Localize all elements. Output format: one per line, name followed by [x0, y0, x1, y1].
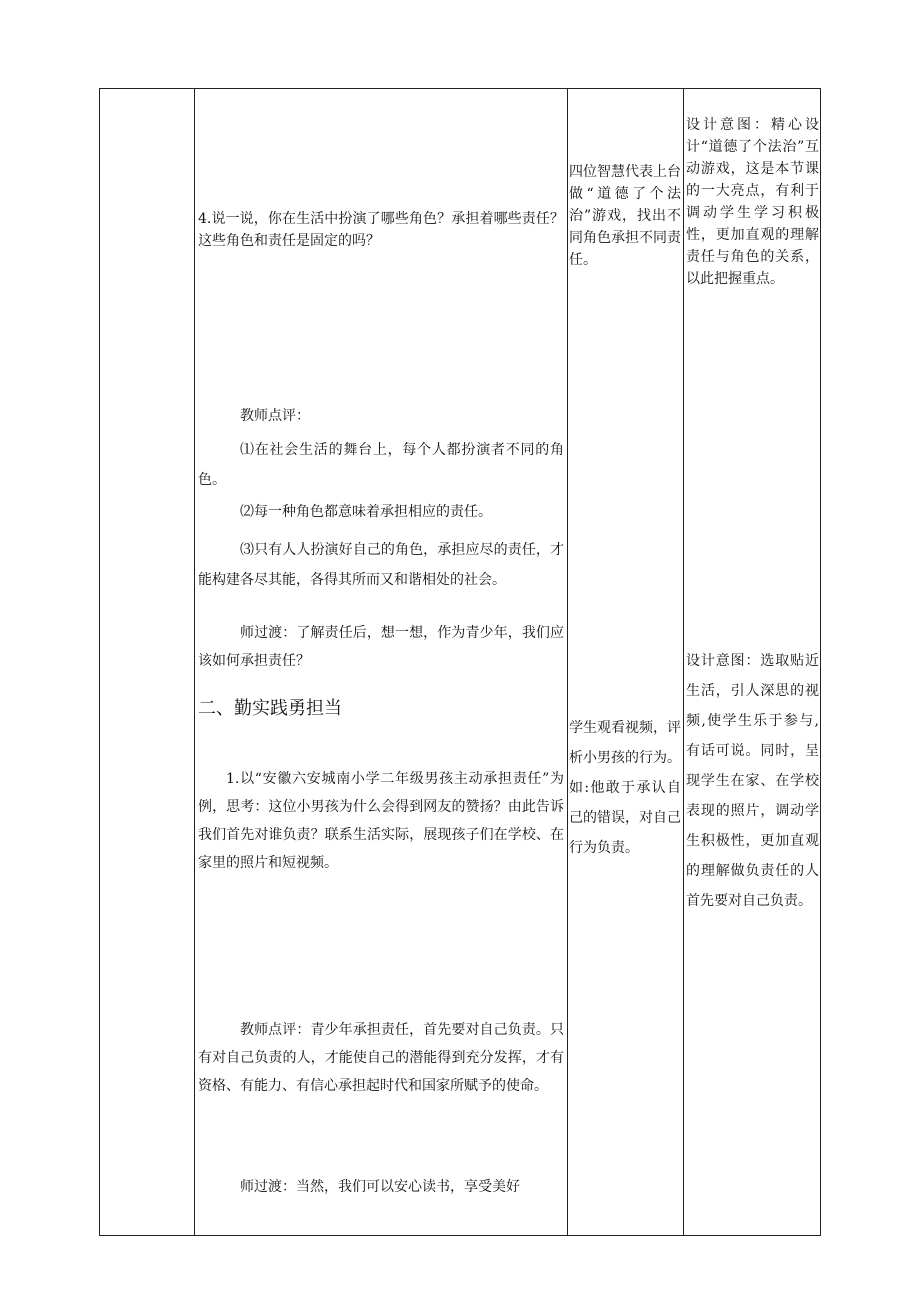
teacher-comment-1-point-1: ⑴在社会生活的舞台上，每个人都扮演者不同的角色。 — [198, 442, 564, 488]
column-divider-1 — [194, 88, 195, 1236]
student-activity-1-text: 四位智慧代表上台做“道德了个法治”游戏，找出不同角色承担不同责任。 — [569, 164, 681, 268]
design-intent-1-text: 设计意图：精心设计“道德了个法治”互动游戏，这是本节课的一大亮点，有利于调动学生学习积极性，更加直观的理解责任与角色的关系，以此把握重点。 — [686, 117, 819, 287]
section-2 — [198, 696, 564, 722]
student-activity-1 — [569, 161, 681, 271]
teacher-comment-2 — [198, 1016, 564, 1100]
student-activity-2-text: 学生观看视频，评析小男孩的行为。如:他敢于承认自己的错误，对自己行为负责。 — [569, 720, 681, 856]
design-intent-2 — [686, 646, 819, 916]
column-divider-2 — [567, 88, 568, 1236]
column-divider-3 — [683, 88, 684, 1236]
teacher-transition-2 — [198, 1176, 564, 1198]
question-1 — [198, 765, 564, 877]
teacher-transition-2-text: 师过渡：当然，我们可以安心读书，享受美好 — [240, 1179, 520, 1195]
teacher-transition-1-text: 师过渡：了解责任后，想一想，作为青少年，我们应该如何承担责任？ — [198, 625, 564, 669]
teacher-comment-1-title: 教师点评： — [240, 408, 310, 424]
question-4 — [198, 208, 564, 252]
teacher-transition-1 — [198, 619, 564, 675]
question-4-text: 4.说一说，你在生活中扮演了哪些角色？承担着哪些责任？这些角色和责任是固定的吗？ — [198, 211, 564, 249]
teacher-comment-1-point-3: ⑶只有人人扮演好自己的角色，承担应尽的责任，才能构建各尽其能，各得其所而又和谐相处的社会。 — [198, 542, 564, 588]
question-1-text: 1.以“安徽六安城南小学二年级男孩主动承担责任”为例，思考：这位小男孩为什么会得到网友的赞扬？由此告诉我们首先对谁负责？联系生活实际，展现孩子们在学校、在家里的照片和短视频。 — [198, 771, 564, 871]
teacher-comment-2-text: 教师点评：青少年承担责任，首先要对自己负责。只有对自己负责的人，才能使自己的潜能得到充分发挥，才有资格、有能力、有信心承担起时代和国家所赋予的使命。 — [198, 1022, 564, 1094]
design-intent-2-text: 设计意图：选取贴近生活，引人深思的视频,使学生乐于参与,有话可说。同时，呈现学生在家、在学校表现的照片，调动学生积极性，更加直观的理解做负责任的人首先要对自己负责。 — [686, 653, 819, 909]
design-intent-1 — [686, 114, 819, 290]
teacher-comment-1 — [198, 405, 564, 595]
teacher-comment-1-point-2: ⑵每一种角色都意味着承担相应的责任。 — [240, 504, 492, 520]
section-2-title: 二、勤实践勇担当 — [198, 698, 342, 719]
student-activity-2 — [569, 713, 681, 863]
